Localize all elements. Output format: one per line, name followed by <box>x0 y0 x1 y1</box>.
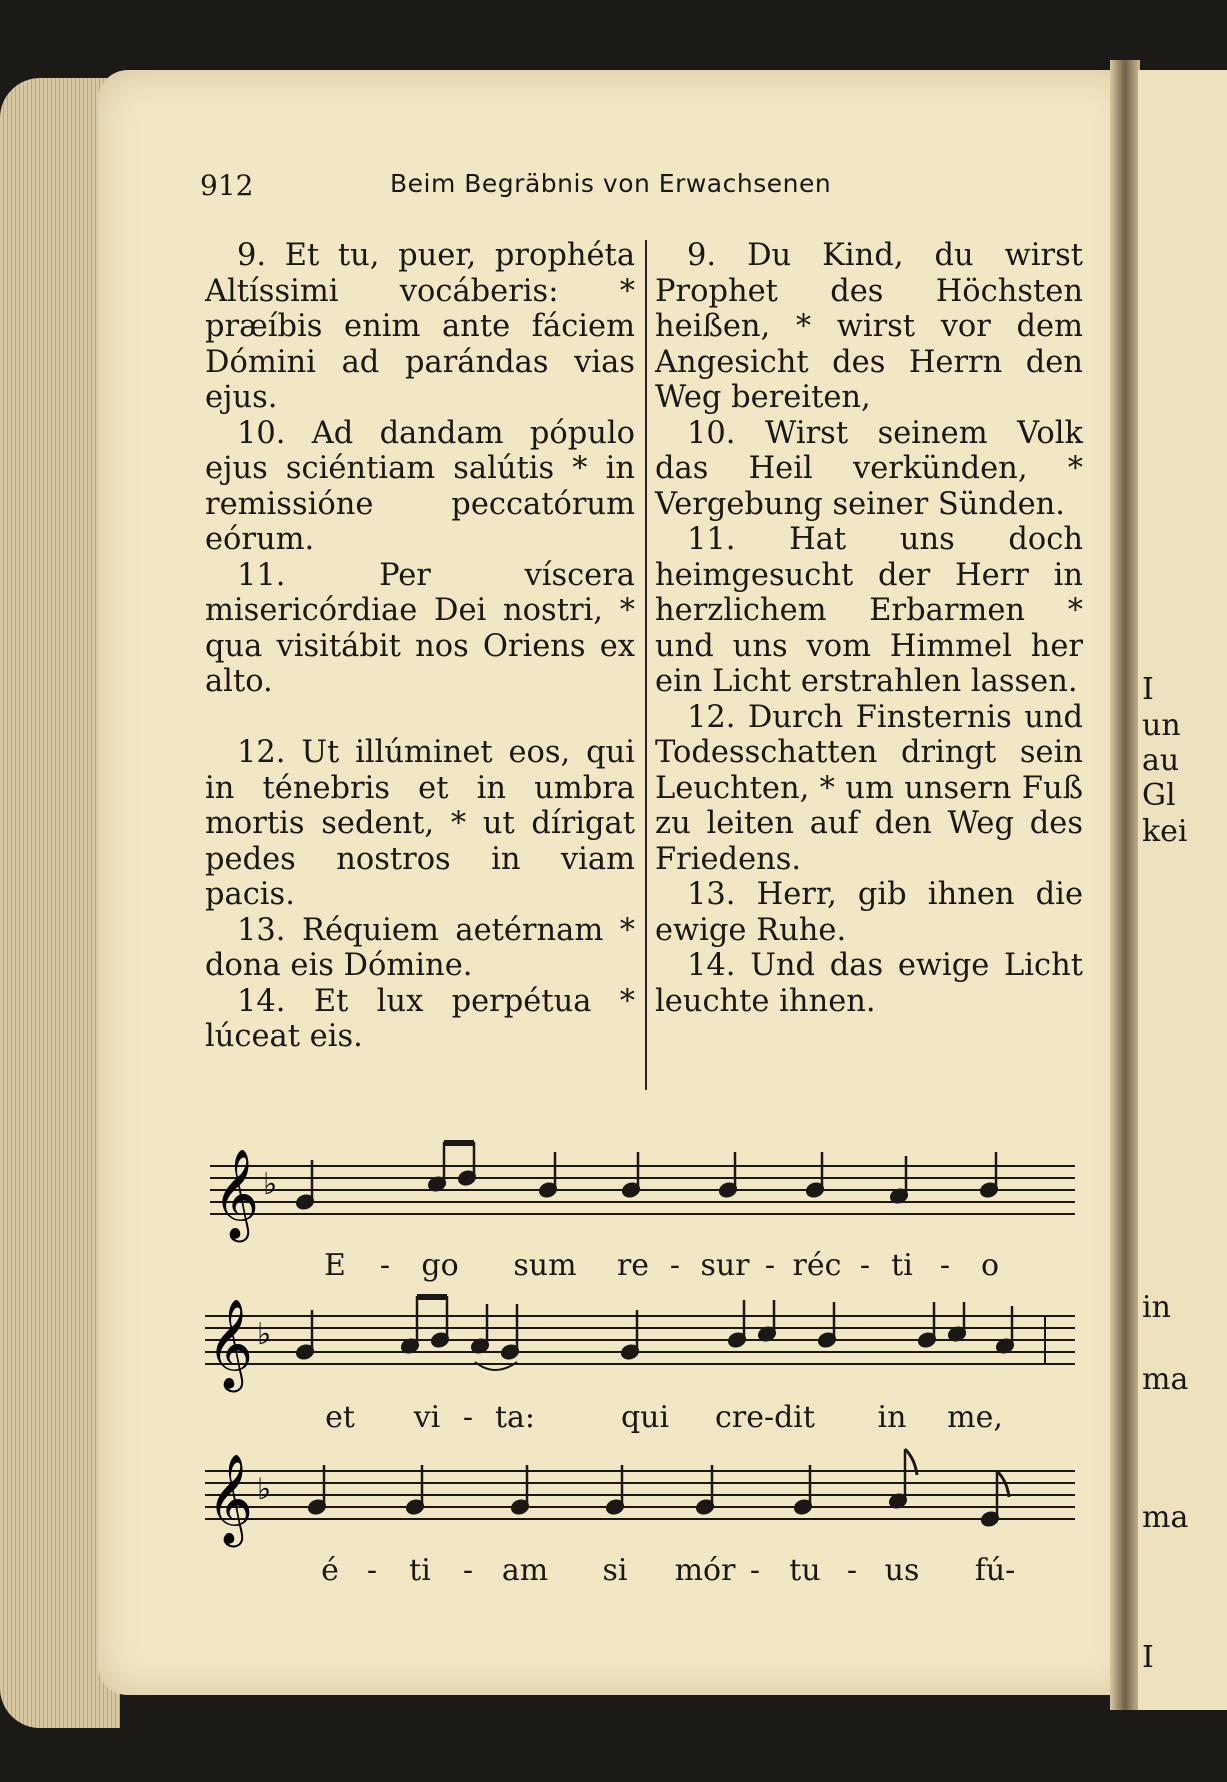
lyric-syllable: et <box>325 1400 355 1435</box>
german-verse: 14. Und das ewige Licht leuchte ihnen. <box>655 948 1083 1019</box>
lyric-syllable: vi <box>413 1400 441 1435</box>
flat-icon: ♭ <box>257 1472 272 1507</box>
staff-notation <box>205 1445 1075 1555</box>
lyric-syllable: - <box>379 1248 391 1283</box>
right-page-fragment <box>1138 70 1227 1710</box>
lyric-syllable: sur <box>700 1248 750 1283</box>
right-fragment-text: kei <box>1142 814 1188 849</box>
page-header <box>200 165 1132 205</box>
lyric-syllable: - <box>939 1248 951 1283</box>
right-fragment-text: ma <box>1142 1362 1189 1397</box>
lyrics-line-1 <box>205 1248 1075 1288</box>
lyric-syllable: - <box>859 1248 871 1283</box>
lyric-syllable: - <box>462 1553 474 1588</box>
lyric-syllable: mór <box>674 1553 736 1588</box>
german-verse: 11. Hat uns doch heimgesucht der Herr in herzlichem Erbarmen * und uns vom Himmel her ein Licht erstrahlen lassen. <box>655 522 1083 699</box>
german-verse: 13. Herr, gib ihnen die ewige Ruhe. <box>655 877 1083 948</box>
lyric-syllable: é <box>321 1553 339 1588</box>
staff-notation <box>205 1290 1075 1400</box>
lyric-syllable: - <box>749 1553 761 1588</box>
flat-icon: ♭ <box>263 1167 278 1202</box>
right-fragment-text: ma <box>1142 1500 1189 1535</box>
lyric-syllable: ti <box>409 1553 431 1588</box>
music-staff-2 <box>205 1290 1075 1435</box>
german-verse: 10. Wirst seinem Volk das Heil verkünden, * Vergebung seiner Sünden. <box>655 415 1083 522</box>
lyric-syllable: - <box>846 1553 858 1588</box>
lyric-syllable: réc <box>792 1248 842 1283</box>
music-staff-1 <box>205 1140 1075 1283</box>
latin-verse: 12. Ut illúminet eos, qui in ténebris et in umbra mortis sedent, * ut dírigat pedes nostros in viam pacis. <box>205 735 635 912</box>
lyric-syllable: go <box>421 1248 459 1283</box>
lyric-syllable: re <box>616 1248 650 1283</box>
lyric-syllable: E <box>324 1248 346 1283</box>
latin-verse: 13. Réquiem aetérnam * dona eis Dómine. <box>205 912 635 983</box>
treble-clef-icon: 𝄞 <box>207 1299 254 1389</box>
lyrics-line-3 <box>205 1553 1075 1593</box>
lyric-syllable: in <box>877 1400 907 1435</box>
latin-verse: 14. Et lux perpétua * lúceat eis. <box>205 983 635 1054</box>
lyric-syllable: fú- <box>974 1553 1016 1588</box>
lyrics-line-2 <box>205 1400 1075 1440</box>
lyric-syllable: ta: <box>494 1400 536 1435</box>
lyric-syllable: me, <box>947 1400 1003 1435</box>
lyric-syllable: si <box>602 1553 628 1588</box>
book-gutter <box>1110 60 1140 1710</box>
right-fragment-text: I <box>1142 672 1154 707</box>
lyric-syllable: - <box>764 1248 776 1283</box>
lyric-syllable: o <box>980 1248 1000 1283</box>
running-title: Beim Begräbnis von Erwachsenen <box>390 169 832 198</box>
lyric-syllable: ti <box>891 1248 913 1283</box>
latin-column <box>205 238 635 1055</box>
lyric-syllable: am <box>501 1553 549 1588</box>
german-verse: 9. Du Kind, du wirst Prophet des Höchsten heißen, * wirst vor dem Angesicht des Herrn den Weg bereiten, <box>655 238 1083 415</box>
music-staff-3 <box>205 1445 1075 1588</box>
lyric-syllable: - <box>462 1400 474 1435</box>
lyric-syllable: sum <box>513 1248 577 1283</box>
latin-verse: 10. Ad dandam pópulo ejus sciéntiam salútis * in remissióne peccatórum eórum. <box>205 415 635 557</box>
right-fragment-text: in <box>1142 1290 1171 1325</box>
lyric-syllable: cre-dit <box>715 1400 815 1435</box>
staff-notation <box>205 1140 1075 1250</box>
lyric-syllable: - <box>669 1248 681 1283</box>
lyric-syllable: - <box>366 1553 378 1588</box>
right-fragment-text: un <box>1142 708 1181 743</box>
lyric-syllable: tu <box>789 1553 821 1588</box>
flat-icon: ♭ <box>257 1317 272 1352</box>
right-fragment-text: Gl <box>1142 778 1176 813</box>
page-number: 912 <box>200 169 254 202</box>
latin-verse: 11. Per víscera misericórdiae Dei nostri, * qua visitábit nos Oriens ex alto. <box>205 557 635 699</box>
right-fragment-text: I <box>1142 1640 1154 1675</box>
latin-verse: 9. Et tu, puer, prophéta Altíssimi vocáberis: * præíbis enim ante fáciem Dómini ad parándas vias ejus. <box>205 238 635 415</box>
german-verse: 12. Durch Finsternis und Todesschatten dringt sein Leuchten, * um unsern Fuß zu leiten auf den Weg des Friedens. <box>655 699 1083 877</box>
lyric-syllable: us <box>884 1553 920 1588</box>
treble-clef-icon: 𝄞 <box>213 1149 260 1239</box>
lyric-syllable: qui <box>620 1400 670 1435</box>
treble-clef-icon: 𝄞 <box>207 1454 254 1544</box>
column-divider <box>645 240 647 1090</box>
right-fragment-text: au <box>1142 743 1180 778</box>
german-column <box>655 238 1083 1019</box>
